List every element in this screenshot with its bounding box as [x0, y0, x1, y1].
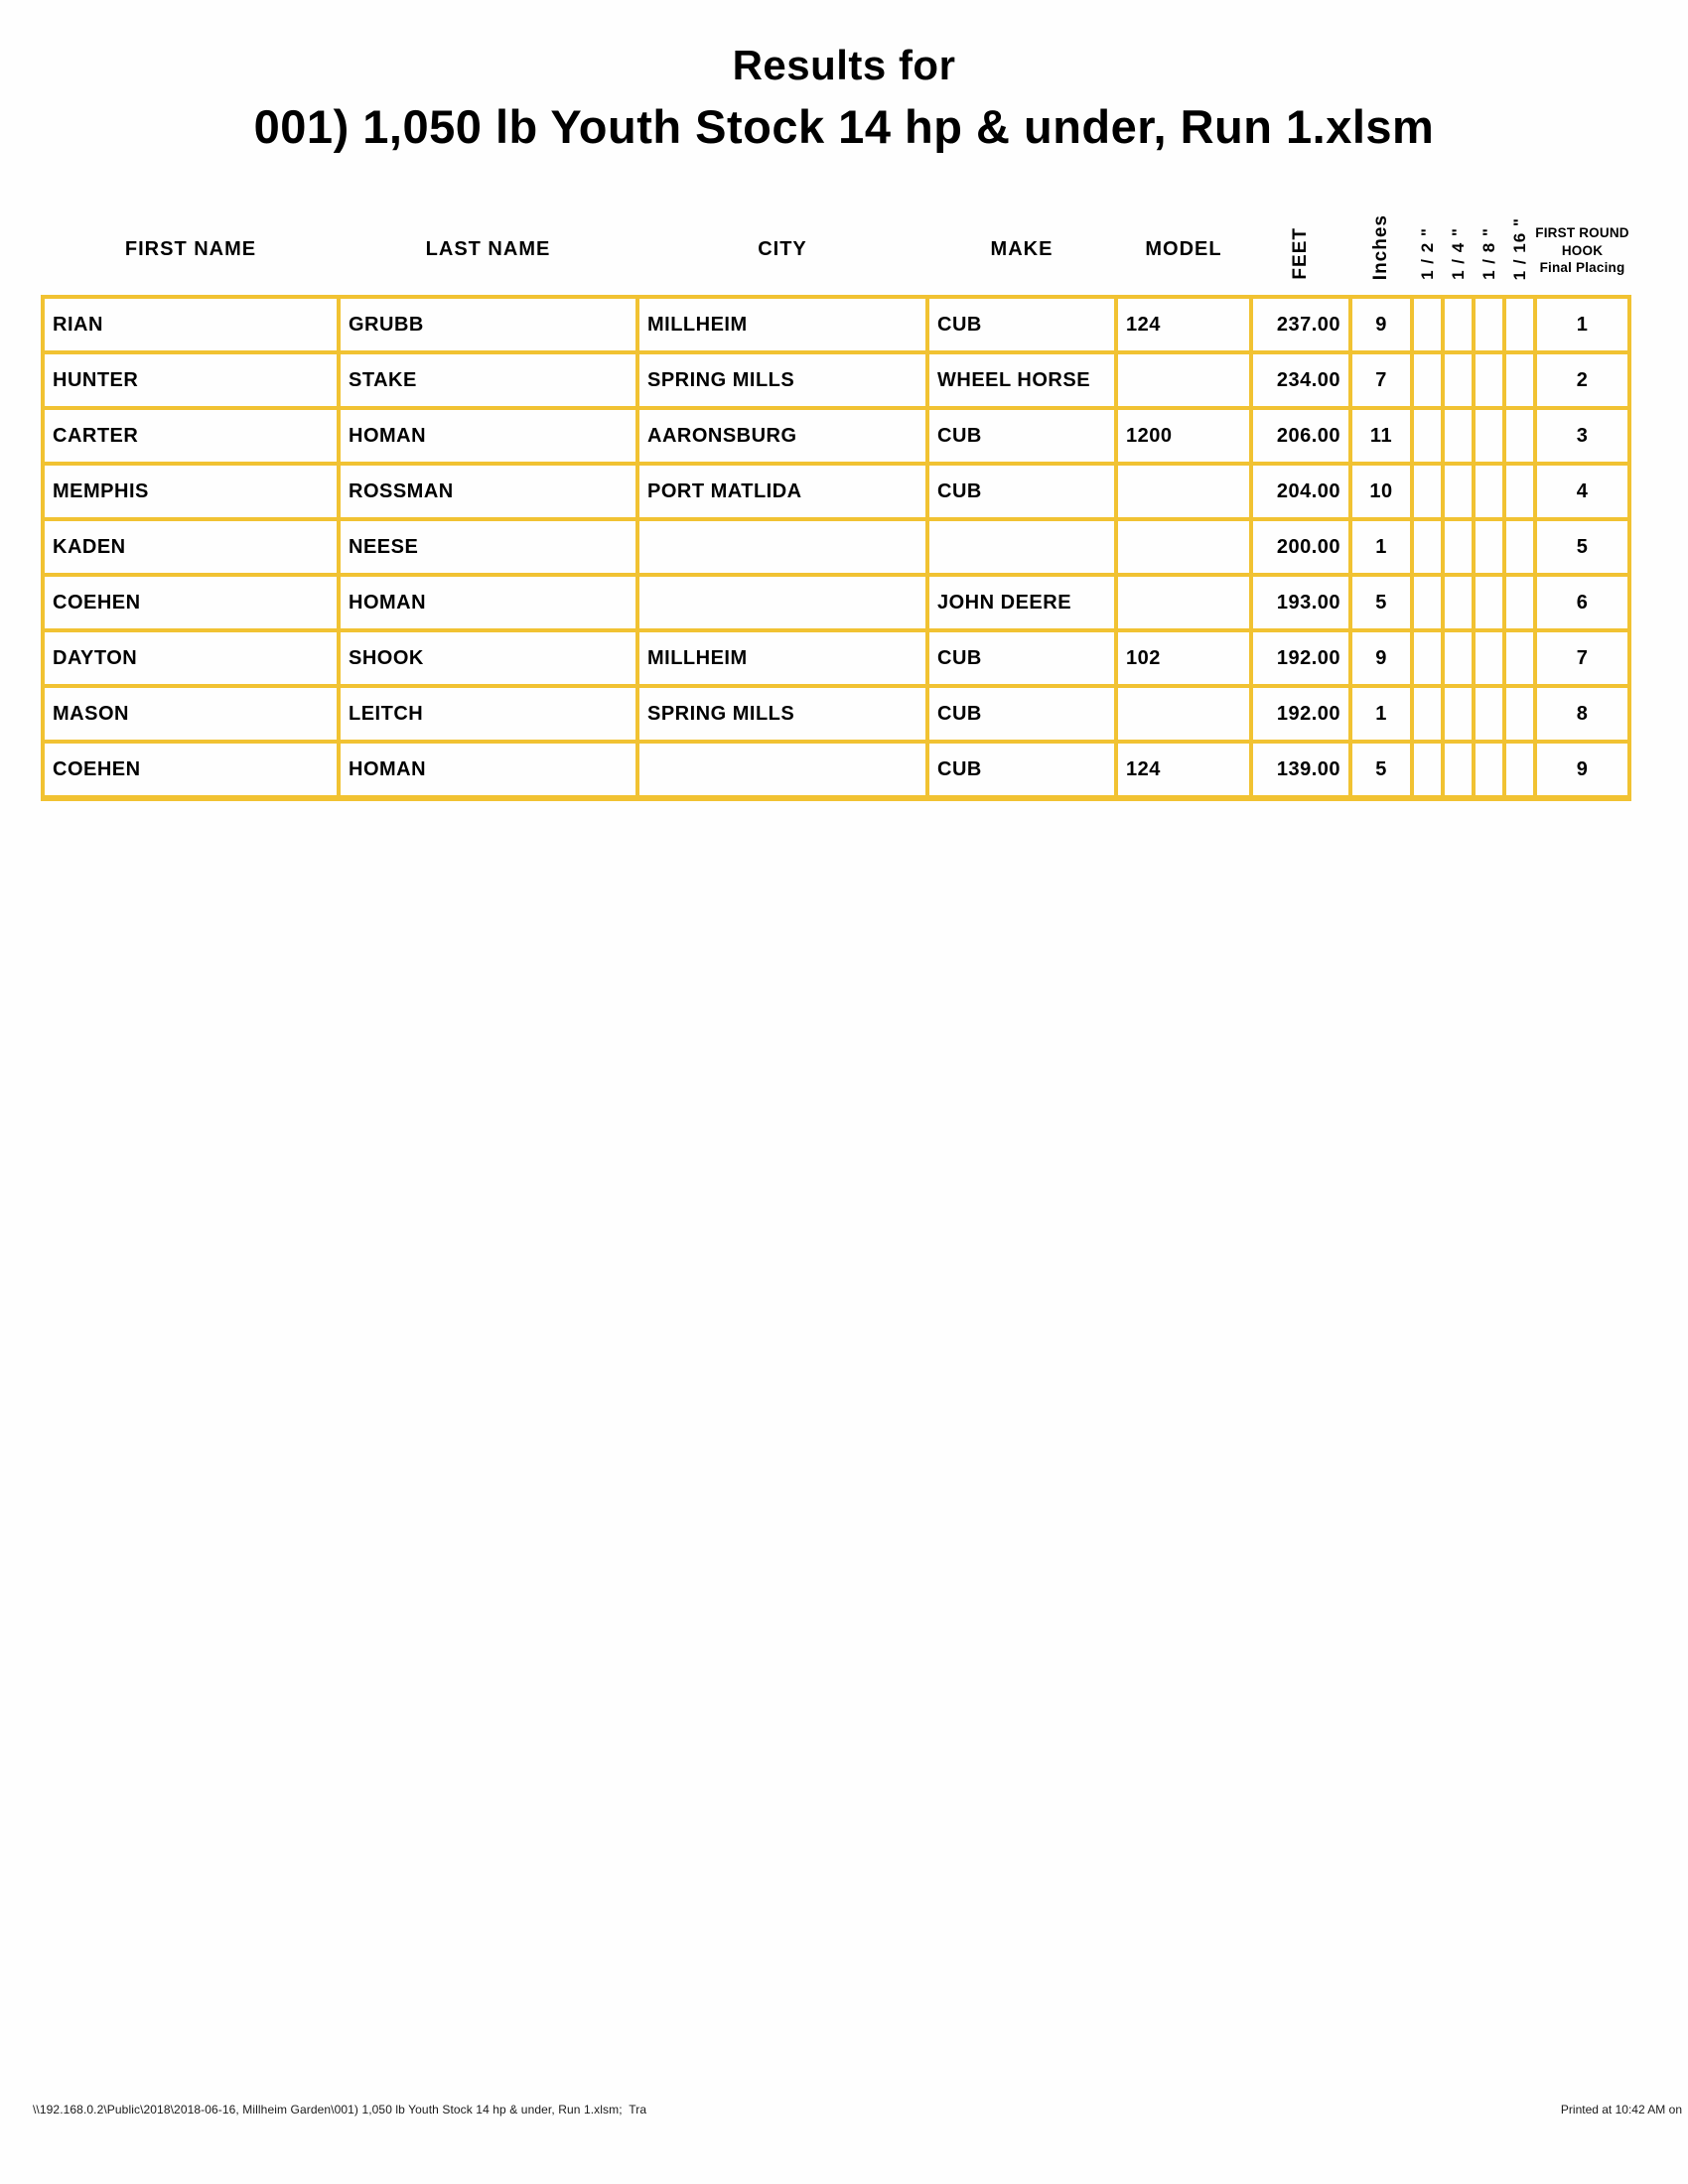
- table-row: [43, 408, 1629, 464]
- page-subtitle-filename: 001) 1,050 lb Youth Stock 14 hp & under, Run 1.xlsm: [253, 100, 1435, 153]
- results-table-wrap: [41, 199, 1631, 801]
- cell-last-name: HOMAN: [339, 742, 637, 798]
- cell-feet: 192.00: [1251, 686, 1350, 742]
- cell-model: 1200: [1116, 408, 1251, 464]
- cell-model: [1116, 686, 1251, 742]
- header-make: MAKE: [990, 238, 1054, 260]
- header-quarter: 1 / 4 ": [1448, 227, 1468, 280]
- cell-first-name: KADEN: [43, 519, 339, 575]
- header-last-name: LAST NAME: [425, 238, 551, 260]
- cell-make: CUB: [927, 297, 1116, 352]
- cell-quarter: [1443, 519, 1474, 575]
- cell-last-name: STAKE: [339, 352, 637, 408]
- cell-city: MILLHEIM: [637, 297, 927, 352]
- cell-quarter: [1443, 575, 1474, 630]
- cell-sixteenth: [1504, 352, 1535, 408]
- cell-model: [1116, 352, 1251, 408]
- cell-inches: 5: [1350, 742, 1412, 798]
- cell-model: [1116, 464, 1251, 519]
- footer-printed-at: Printed at 10:42 AM on: [1560, 2103, 1682, 2116]
- cell-city: SPRING MILLS: [637, 686, 927, 742]
- cell-model: 124: [1116, 742, 1251, 798]
- cell-inches: 7: [1350, 352, 1412, 408]
- cell-half: [1412, 297, 1443, 352]
- cell-feet: 200.00: [1251, 519, 1350, 575]
- cell-half: [1412, 352, 1443, 408]
- cell-first-name: COEHEN: [43, 575, 339, 630]
- cell-placing: 1: [1535, 297, 1629, 352]
- table-row: [43, 630, 1629, 686]
- cell-eighth: [1474, 519, 1504, 575]
- cell-feet: 234.00: [1251, 352, 1350, 408]
- cell-city: AARONSBURG: [637, 408, 927, 464]
- cell-inches: 10: [1350, 464, 1412, 519]
- header-inches: Inches: [1370, 213, 1391, 280]
- header-placing: FIRST ROUND HOOK Final Placing: [1535, 225, 1629, 276]
- cell-make: [927, 519, 1116, 575]
- results-table-header: [43, 199, 1629, 297]
- cell-quarter: [1443, 630, 1474, 686]
- cell-eighth: [1474, 630, 1504, 686]
- cell-sixteenth: [1504, 686, 1535, 742]
- cell-city: PORT MATLIDA: [637, 464, 927, 519]
- cell-first-name: MEMPHIS: [43, 464, 339, 519]
- cell-eighth: [1474, 352, 1504, 408]
- table-row: [43, 686, 1629, 742]
- cell-placing: 7: [1535, 630, 1629, 686]
- cell-city: [637, 742, 927, 798]
- cell-inches: 1: [1350, 519, 1412, 575]
- cell-last-name: GRUBB: [339, 297, 637, 352]
- cell-make: CUB: [927, 686, 1116, 742]
- cell-make: CUB: [927, 408, 1116, 464]
- cell-city: MILLHEIM: [637, 630, 927, 686]
- cell-feet: 192.00: [1251, 630, 1350, 686]
- header-eighth: 1 / 8 ": [1478, 227, 1498, 280]
- table-row: [43, 352, 1629, 408]
- cell-eighth: [1474, 686, 1504, 742]
- results-table: [41, 199, 1631, 801]
- table-row: [43, 575, 1629, 630]
- cell-placing: 5: [1535, 519, 1629, 575]
- header-sixteenth: 1 / 16 ": [1509, 216, 1529, 280]
- cell-model: [1116, 575, 1251, 630]
- cell-half: [1412, 686, 1443, 742]
- cell-inches: 9: [1350, 630, 1412, 686]
- header-model: MODEL: [1145, 238, 1222, 260]
- cell-city: SPRING MILLS: [637, 352, 927, 408]
- cell-inches: 5: [1350, 575, 1412, 630]
- cell-last-name: HOMAN: [339, 408, 637, 464]
- cell-first-name: DAYTON: [43, 630, 339, 686]
- table-row: [43, 519, 1629, 575]
- cell-first-name: HUNTER: [43, 352, 339, 408]
- cell-eighth: [1474, 575, 1504, 630]
- header-half: 1 / 2 ": [1417, 227, 1437, 280]
- cell-first-name: CARTER: [43, 408, 339, 464]
- cell-placing: 8: [1535, 686, 1629, 742]
- cell-sixteenth: [1504, 742, 1535, 798]
- cell-quarter: [1443, 297, 1474, 352]
- cell-quarter: [1443, 464, 1474, 519]
- cell-model: [1116, 519, 1251, 575]
- header-row: [43, 199, 1629, 297]
- cell-model: 102: [1116, 630, 1251, 686]
- cell-placing: 3: [1535, 408, 1629, 464]
- cell-eighth: [1474, 297, 1504, 352]
- cell-feet: 206.00: [1251, 408, 1350, 464]
- cell-city: [637, 519, 927, 575]
- cell-model: 124: [1116, 297, 1251, 352]
- cell-sixteenth: [1504, 519, 1535, 575]
- table-row: [43, 742, 1629, 798]
- cell-sixteenth: [1504, 575, 1535, 630]
- cell-make: CUB: [927, 464, 1116, 519]
- cell-feet: 139.00: [1251, 742, 1350, 798]
- cell-eighth: [1474, 408, 1504, 464]
- cell-last-name: ROSSMAN: [339, 464, 637, 519]
- cell-eighth: [1474, 742, 1504, 798]
- cell-make: CUB: [927, 742, 1116, 798]
- header-feet: FEET: [1290, 227, 1311, 280]
- cell-first-name: RIAN: [43, 297, 339, 352]
- cell-first-name: MASON: [43, 686, 339, 742]
- cell-sixteenth: [1504, 464, 1535, 519]
- cell-city: [637, 575, 927, 630]
- cell-half: [1412, 630, 1443, 686]
- table-row: [43, 297, 1629, 352]
- cell-half: [1412, 575, 1443, 630]
- title-block: [0, 42, 1688, 154]
- cell-quarter: [1443, 408, 1474, 464]
- cell-quarter: [1443, 352, 1474, 408]
- cell-sixteenth: [1504, 297, 1535, 352]
- footer-file-path: \\192.168.0.2\Public\2018\2018-06-16, Millheim Garden\001) 1,050 lb Youth Stock 14 hp & under, Run 1.xlsm; Tra: [33, 2103, 647, 2116]
- cell-placing: 4: [1535, 464, 1629, 519]
- cell-inches: 9: [1350, 297, 1412, 352]
- cell-last-name: SHOOK: [339, 630, 637, 686]
- cell-last-name: HOMAN: [339, 575, 637, 630]
- cell-placing: 9: [1535, 742, 1629, 798]
- cell-feet: 237.00: [1251, 297, 1350, 352]
- cell-make: WHEEL HORSE: [927, 352, 1116, 408]
- cell-sixteenth: [1504, 630, 1535, 686]
- cell-last-name: LEITCH: [339, 686, 637, 742]
- cell-quarter: [1443, 742, 1474, 798]
- cell-half: [1412, 408, 1443, 464]
- page-title: Results for: [732, 42, 956, 88]
- cell-feet: 204.00: [1251, 464, 1350, 519]
- cell-make: JOHN DEERE: [927, 575, 1116, 630]
- cell-feet: 193.00: [1251, 575, 1350, 630]
- cell-quarter: [1443, 686, 1474, 742]
- cell-half: [1412, 742, 1443, 798]
- cell-inches: 1: [1350, 686, 1412, 742]
- cell-eighth: [1474, 464, 1504, 519]
- cell-half: [1412, 519, 1443, 575]
- cell-first-name: COEHEN: [43, 742, 339, 798]
- cell-half: [1412, 464, 1443, 519]
- cell-inches: 11: [1350, 408, 1412, 464]
- header-city: CITY: [758, 238, 807, 260]
- cell-placing: 2: [1535, 352, 1629, 408]
- cell-placing: 6: [1535, 575, 1629, 630]
- cell-last-name: NEESE: [339, 519, 637, 575]
- cell-sixteenth: [1504, 408, 1535, 464]
- cell-make: CUB: [927, 630, 1116, 686]
- table-row: [43, 464, 1629, 519]
- results-table-body: [43, 297, 1629, 798]
- header-first-name: FIRST NAME: [124, 238, 257, 260]
